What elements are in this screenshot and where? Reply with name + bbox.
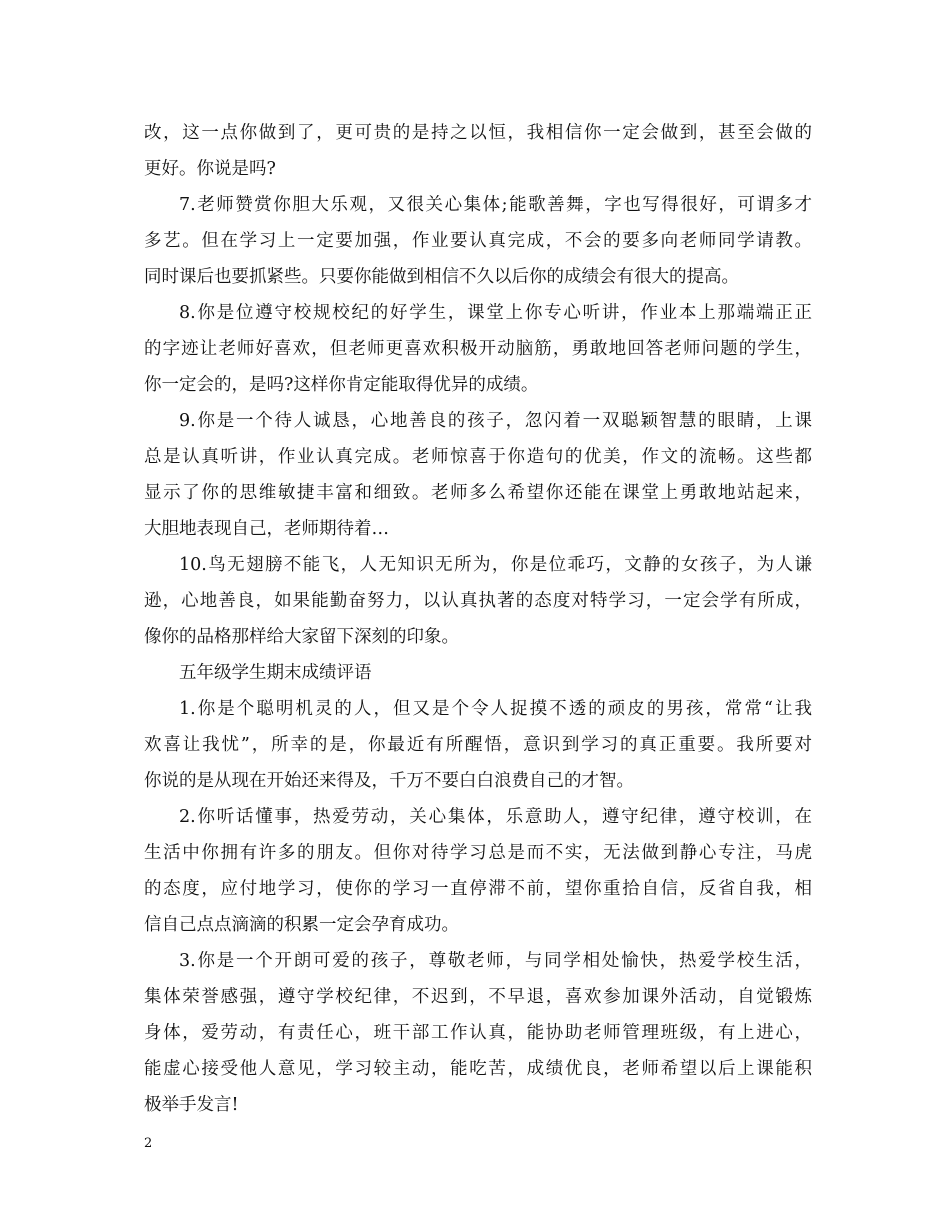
text-line: 同时课后也要抓紧些。只要你能做到相信不久以后你的成绩会有很大的提高。 [144,267,739,287]
paragraph-start-line: 2.你听话懂事，热爱劳动，关心集体，乐意助人，遵守纪律，遵守校训，在 [179,807,812,827]
text-line: 极举手发言! [144,1095,239,1115]
text-line: 改，这一点你做到了，更可贵的是持之以恒，我相信你一定会做到，甚至会做的 [144,123,812,143]
text-line: 你说的是从现在开始还来得及，千万不要白白浪费自己的才智。 [144,771,634,791]
paragraph-start-line: 9.你是一个待人诚恳，心地善良的孩子，忽闪着一双聪颖智慧的眼睛，上课 [179,411,812,431]
text-line: 身体，爱劳动，有责任心，班干部工作认真，能协助老师管理班级，有上进心， [144,1023,812,1043]
text-line: 能虚心接受他人意见，学习较主动，能吃苦，成绩优良，老师希望以后上课能积 [144,1059,812,1079]
text-line: 大胆地表现自己，老师期待着… [144,519,389,539]
paragraph-start-line: 8.你是位遵守校规校纪的好学生，课堂上你专心听讲，作业本上那端端正正 [179,303,812,323]
text-line: 逊，心地善良，如果能勤奋努力，以认真执著的态度对特学习，一定会学有所成， [144,591,812,611]
text-line: 显示了你的思维敏捷丰富和细致。老师多么希望你还能在课堂上勇敢地站起来， [144,483,812,503]
section-heading: 五年级学生期末成绩评语 [179,663,372,683]
text-line: 总是认真听讲，作业认真完成。老师惊喜于你造句的优美，作文的流畅。这些都 [144,447,812,467]
page-number: 2 [144,1136,153,1151]
text-line: 的态度，应付地学习，使你的学习一直停滞不前，望你重拾自信，反省自我，相 [144,879,812,899]
text-line: 像你的品格那样给大家留下深刻的印象。 [144,627,459,647]
text-line: 生活中你拥有许多的朋友。但你对待学习总是而不实，无法做到静心专注，马虎 [144,843,812,863]
paragraph-start-line: 7.老师赞赏你胆大乐观，又很关心集体;能歌善舞，字也写得很好，可谓多才 [179,195,812,215]
document-body [144,115,812,1123]
text-line: 的字迹让老师好喜欢，但老师更喜欢积极开动脑筋，勇敢地回答老师问题的学生， [144,339,812,359]
paragraph-start-line: 10.鸟无翅膀不能飞，人无知识无所为，你是位乖巧，文静的女孩子，为人谦 [179,555,812,575]
paragraph-start-line: 3.你是一个开朗可爱的孩子，尊敬老师，与同学相处愉快，热爱学校生活， [179,951,812,971]
text-line: 多艺。但在学习上一定要加强，作业要认真完成，不会的要多向老师同学请教。 [144,231,812,251]
paragraph-start-line: 1.你是个聪明机灵的人，但又是个令人捉摸不透的顽皮的男孩，常常“让我 [179,699,812,719]
text-line: 集体荣誉感强，遵守学校纪律，不迟到，不早退，喜欢参加课外活动，自觉锻炼 [144,987,812,1007]
text-line: 你一定会的，是吗?这样你肯定能取得优异的成绩。 [144,375,539,395]
text-line: 更好。你说是吗? [144,159,276,179]
text-line: 信自己点点滴滴的积累一定会孕育成功。 [144,915,459,935]
text-line: 欢喜让我忧”，所幸的是，你最近有所醒悟，意识到学习的真正重要。我所要对 [144,735,812,755]
